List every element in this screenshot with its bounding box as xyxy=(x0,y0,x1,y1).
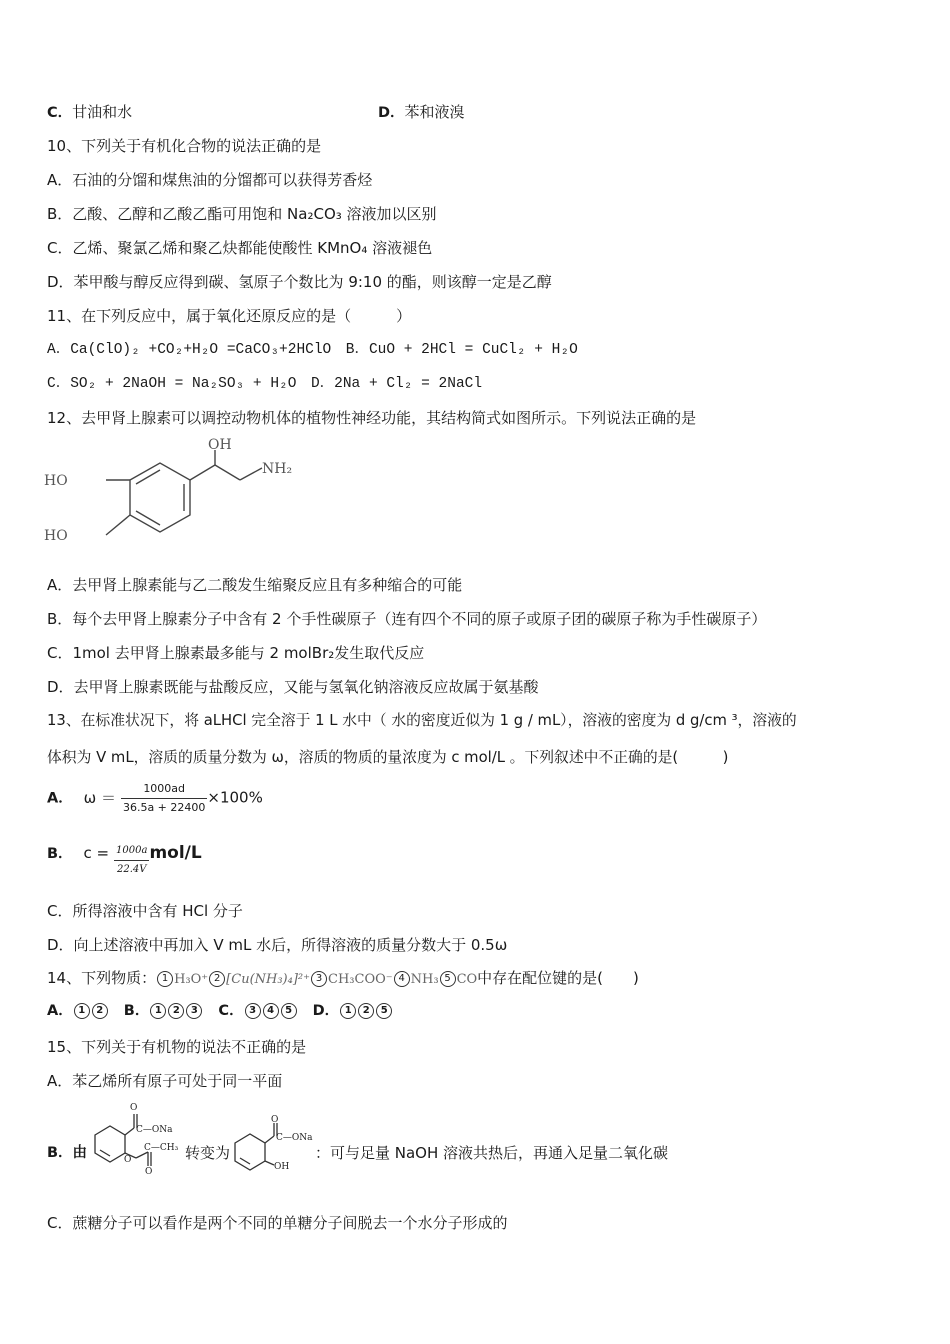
struct-oh-top: OH xyxy=(208,437,232,453)
svg-text:C—ONa: C—ONa xyxy=(276,1133,313,1143)
struct-ho-1: HO xyxy=(44,473,68,489)
struct-nh2: NH₂ xyxy=(262,461,293,477)
q11-stem: 11、在下列反应中，属于氧化还原反应的是（ ） xyxy=(47,307,412,325)
q12-option-c: C．1mol 去甲肾上腺素最多能与 2 molBr₂发生取代反应 xyxy=(47,644,425,662)
q13-option-b: B． c = $\frac{1000a}{22.4V}$ mol/L xyxy=(47,842,202,879)
q15-product-structure xyxy=(232,1115,322,1175)
q10-stem: 10、下列关于有机化合物的说法正确的是 xyxy=(47,137,322,155)
q10-option-d: D．苯甲酸与醇反应得到碳、氢原子个数比为 9:10 的酯，则该醇一定是乙醇 xyxy=(47,273,552,291)
svg-text:O: O xyxy=(145,1167,153,1177)
q12-option-b: B．每个去甲肾上腺素分子中含有 2 个手性碳原子（连有四个不同的原子或原子团的碳原子称为手性碳原子） xyxy=(47,610,767,628)
q15-option-c: C．蔗糖分子可以看作是两个不同的单糖分子间脱去一个水分子形成的 xyxy=(47,1214,508,1232)
q14-options: A． 1 2 B． 1 2 3 C． 3 4 5 D． 1 2 5 xyxy=(47,1001,393,1021)
q15-reactant-structure xyxy=(90,1100,185,1175)
q15-b-text: ：可与足量 NaOH 溶液共热后，再通入足量二氧化碳 xyxy=(315,1144,669,1162)
q13-b-fraction: $\frac{1000a}{22.4V}$ xyxy=(114,842,149,879)
q15-b-mid: 转变为 xyxy=(185,1144,231,1162)
svg-text:C—CH₃: C—CH₃ xyxy=(144,1143,179,1153)
q13-option-c: C．所得溶液中含有 HCl 分子 xyxy=(47,902,243,920)
norepinephrine-structure xyxy=(40,435,293,560)
q15-option-a: A．苯乙烯所有原子可处于同一平面 xyxy=(47,1072,283,1090)
struct-ho-2: HO xyxy=(44,528,68,544)
svg-text:O: O xyxy=(124,1155,132,1165)
q13-stem-line1: 13、在标准状况下，将 aLHCl 完全溶于 1 L 水中（ 水的密度近似为 1 g / mL），溶液的密度为 d g/cm ³，溶液的 xyxy=(47,712,797,729)
q13-a-fraction: $\frac{1000ad}{36.5a + 22400}$ xyxy=(122,782,206,814)
q12-option-a: A．去甲肾上腺素能与乙二酸发生缩聚反应且有多种缩合的可能 xyxy=(47,576,463,594)
q12-option-d: D．去甲肾上腺素既能与盐酸反应，又能与氢氧化钠溶液反应故属于氨基酸 xyxy=(47,678,539,696)
svg-text:OH: OH xyxy=(274,1162,290,1172)
q14-stem: 14、下列物质： 1 H₃O⁺ 2 [Cu(NH₃)₄]²⁺ 3 CH₃COO⁻ 4 NH₃ 5 CO中存在配位键的是( ) xyxy=(47,969,639,987)
q10-option-a: A．石油的分馏和煤焦油的分馏都可以获得芳香烃 xyxy=(47,171,373,189)
q9-option-c: C．甘油和水 xyxy=(47,103,133,121)
q11-options-ab: A．Ca(ClO)₂ +CO₂+H₂O =CaCO₃+2HClO B．CuO + 2HCl = CuCl₂ + H₂O xyxy=(47,342,578,358)
q13-option-d: D．向上述溶液中再加入 V mL 水后，所得溶液的质量分数大于 0.5ω xyxy=(47,936,508,954)
svg-text:C—ONa: C—ONa xyxy=(136,1125,173,1135)
q10-option-c: C．乙烯、聚氯乙烯和聚乙炔都能使酸性 KMnO₄ 溶液褪色 xyxy=(47,239,433,257)
svg-text:O: O xyxy=(130,1103,138,1113)
q15-option-b-label: B．由 xyxy=(47,1145,88,1161)
q10-option-b: B．乙酸、乙醇和乙酸乙酯可用饱和 Na₂CO₃ 溶液加以区别 xyxy=(47,205,437,223)
q13-stem-line2: 体积为 V mL，溶质的质量分数为 ω，溶质的物质的量浓度为 c mol/L 。下列叙述中不正确的是( ) xyxy=(47,749,729,766)
q9-option-d: D．苯和液溴 xyxy=(378,103,465,121)
q15-stem: 15、下列关于有机物的说法不正确的是 xyxy=(47,1038,307,1056)
q11-options-cd: C．SO₂ + 2NaOH = Na₂SO₃ + H₂O D．2Na + Cl₂ = 2NaCl xyxy=(47,376,483,392)
svg-text:O: O xyxy=(271,1115,279,1125)
q13-option-a: A． ω ＝ $\frac{1000ad}{36.5a + 22400}$ ×100% xyxy=(47,780,263,817)
q12-stem: 12、去甲肾上腺素可以调控动物机体的植物性神经功能，其结构简式如图所示。下列说法正确的是 xyxy=(47,409,697,427)
